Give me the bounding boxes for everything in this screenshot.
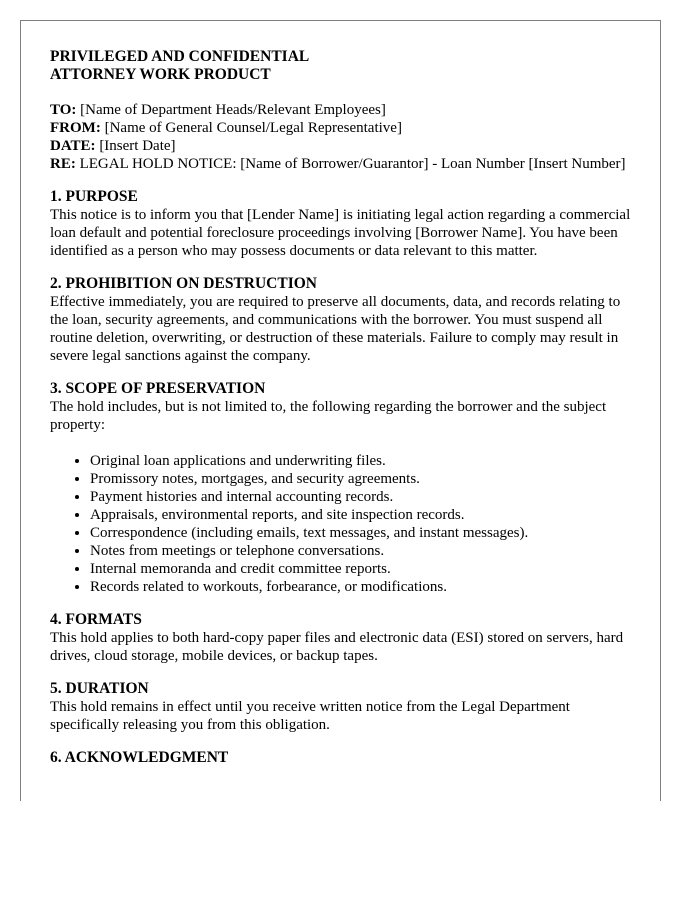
memo-header (50, 101, 640, 173)
section-title-scope: 3. SCOPE OF PRESERVATION (50, 380, 266, 397)
memo-re-label: RE: (50, 156, 76, 172)
section-title-duration: 5. DURATION (50, 680, 149, 697)
list-item: • Internal memoranda and credit committee reports. (90, 560, 640, 578)
list-item: • Payment histories and internal accounting records. (90, 488, 640, 506)
memo-to-label: TO: (50, 102, 77, 118)
section-scope (50, 380, 640, 596)
document-content (50, 48, 640, 767)
section-title-prohibition: 2. PROHIBITION ON DESTRUCTION (50, 275, 317, 292)
memo-date-value: [Insert Date] (95, 138, 176, 154)
list-item: • Appraisals, environmental reports, and site inspection records. (90, 506, 640, 524)
list-item: • Promissory notes, mortgages, and security agreements. (90, 470, 640, 488)
section-title-acknowledgment: 6. ACKNOWLEDGMENT (50, 749, 229, 766)
memo-re (50, 155, 640, 173)
memo-from (50, 119, 640, 137)
banner-line-work-product: ATTORNEY WORK PRODUCT (50, 66, 271, 83)
memo-from-value: [Name of General Counsel/Legal Representative] (100, 120, 402, 136)
section-purpose (50, 188, 640, 260)
section-formats (50, 611, 640, 665)
memo-re-value: LEGAL HOLD NOTICE: [Name of Borrower/Guarantor] - Loan Number [Insert Number] (75, 156, 626, 172)
section-prohibition (50, 275, 640, 365)
section-body-duration: This hold remains in effect until you receive written notice from the Legal Department specifically releasing you from this obligation. (50, 699, 570, 733)
list-item: • Original loan applications and underwriting files. (90, 452, 640, 470)
section-body-scope: The hold includes, but is not limited to, the following regarding the borrower and the subject property: (50, 399, 607, 433)
preservation-list (50, 452, 640, 596)
memo-from-label: FROM: (50, 120, 101, 136)
section-duration (50, 680, 640, 734)
memo-to-value: [Name of Department Heads/Relevant Employees] (76, 102, 386, 118)
list-item: • Notes from meetings or telephone conversations. (90, 542, 640, 560)
section-body-prohibition: Effective immediately, you are required to preserve all documents, data, and records relating to the loan, security agreements, and communications with the borrower. You must suspend all routine deletion, overwriting, or destruction of these materials. Failure to comply may result in severe legal sanctions against the company. (50, 294, 621, 364)
confidentiality-banner (50, 48, 640, 84)
memo-to (50, 101, 640, 119)
section-title-purpose: 1. PURPOSE (50, 188, 138, 205)
document-page (20, 20, 661, 801)
memo-date-label: DATE: (50, 138, 96, 154)
list-item: • Records related to workouts, forbearance, or modifications. (90, 578, 640, 596)
section-body-formats: This hold applies to both hard-copy paper files and electronic data (ESI) stored on servers, hard drives, cloud storage, mobile devices, or backup tapes. (50, 630, 624, 664)
section-title-formats: 4. FORMATS (50, 611, 142, 628)
memo-date (50, 137, 640, 155)
banner-line-privileged: PRIVILEGED AND CONFIDENTIAL (50, 48, 310, 65)
section-acknowledgment (50, 749, 640, 767)
list-item: • Correspondence (including emails, text messages, and instant messages). (90, 524, 640, 542)
section-body-purpose: This notice is to inform you that [Lender Name] is initiating legal action regarding a commercial loan default and potential foreclosure proceedings involving [Borrower Name]. You have been identified as a person who may possess documents or data relevant to this matter. (50, 207, 631, 259)
